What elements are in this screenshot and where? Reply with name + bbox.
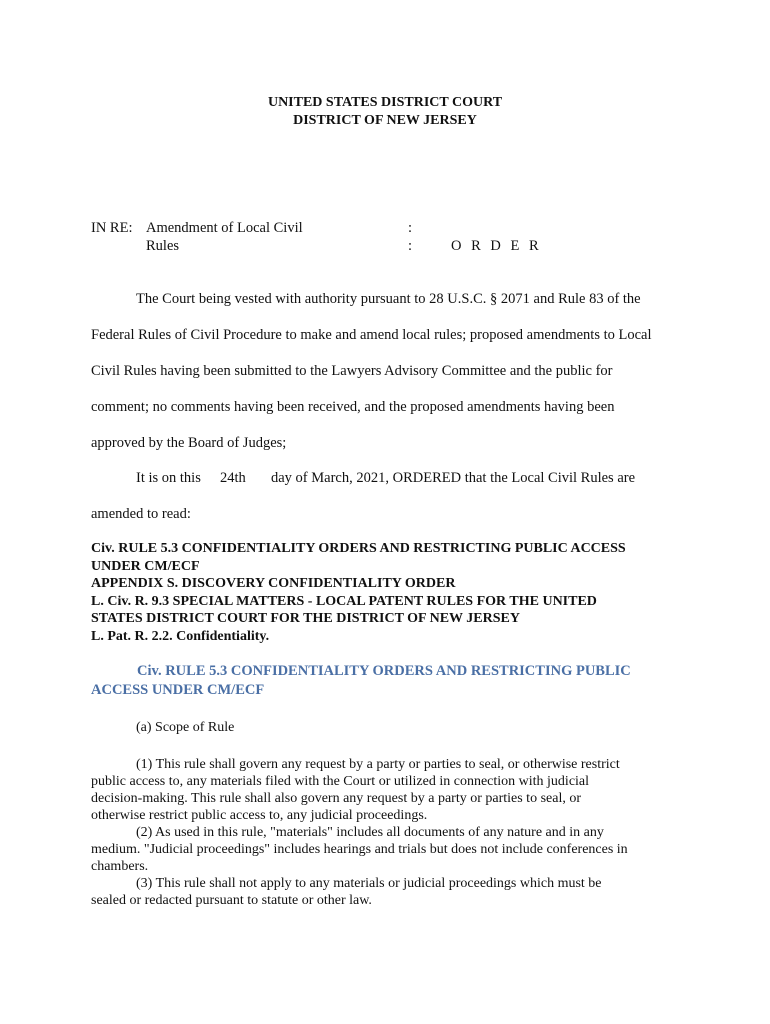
ordered-post: day of March, 2021, ORDERED that the Local Civil Rules are <box>271 470 636 486</box>
recital-line-3: Civil Rules having been submitted to the Lawyers Advisory Committee and the public for <box>91 363 613 379</box>
ordered-day: 24th <box>220 470 246 486</box>
caption-in-re: IN RE: <box>91 220 133 236</box>
caption-colon-1: : <box>408 220 413 236</box>
rule-text-line-3: decision-making. This rule shall also govern any request by a party or parties to seal, or <box>91 791 581 806</box>
case-caption <box>91 219 691 259</box>
ordered-pre: It is on this <box>136 470 201 486</box>
amended-rule-line-4: L. Civ. R. 9.3 SPECIAL MATTERS - LOCAL PATENT RULES FOR THE UNITED <box>91 593 597 609</box>
amended-rule-line-1: Civ. RULE 5.3 CONFIDENTIALITY ORDERS AND RESTRICTING PUBLIC ACCESS <box>91 541 626 556</box>
scope-of-rule-label: (a) Scope of Rule <box>136 720 235 735</box>
amended-rules-list <box>91 540 691 645</box>
rule-text-line-9: sealed or redacted pursuant to statute or other law. <box>91 893 372 908</box>
caption-matter-line-2: Rules <box>146 238 180 254</box>
rule-text-line-4: otherwise restrict public access to, any judicial proceedings. <box>91 808 428 823</box>
order-title: O R D E R <box>451 238 542 254</box>
ordered-line-2: amended to read: <box>91 506 191 522</box>
recital-line-4: comment; no comments having been received, and the proposed amendments having been <box>91 399 615 415</box>
section-heading <box>91 662 691 700</box>
amended-rule-line-3: APPENDIX S. DISCOVERY CONFIDENTIALITY ORDER <box>91 576 456 591</box>
rule-text-line-1: (1) This rule shall govern any request by a party or parties to seal, or otherwise restrict <box>136 757 620 772</box>
amended-rule-line-5: STATES DISTRICT COURT FOR THE DISTRICT OF NEW JERSEY <box>91 611 520 626</box>
amended-rule-line-6: L. Pat. R. 2.2. Confidentiality. <box>91 628 270 644</box>
rule-text-line-5: (2) As used in this rule, "materials" includes all documents of any nature and in any <box>136 825 604 840</box>
court-header <box>0 94 770 130</box>
rule-text <box>91 756 691 909</box>
rule-text-line-2: public access to, any materials filed with the Court or utilized in connection with judicial <box>91 774 590 789</box>
caption-matter-line-1: Amendment of Local Civil <box>146 220 303 236</box>
rule-text-line-6: medium. "Judicial proceedings" includes hearings and trials but does not include conferences in <box>91 842 628 857</box>
amended-rule-line-2: UNDER CM/ECF <box>91 558 200 574</box>
recital-line-5: approved by the Board of Judges; <box>91 435 287 451</box>
section-heading-line-1: Civ. RULE 5.3 CONFIDENTIALITY ORDERS AND RESTRICTING PUBLIC <box>137 663 631 679</box>
rule-text-line-8: (3) This rule shall not apply to any materials or judicial proceedings which must be <box>136 876 602 891</box>
recital-line-2: Federal Rules of Civil Procedure to make and amend local rules; proposed amendments to Local <box>91 327 652 343</box>
caption-colon-2: : <box>408 238 413 254</box>
court-name: UNITED STATES DISTRICT COURT <box>267 95 503 110</box>
recital-line-1: The Court being vested with authority pursuant to 28 U.S.C. § 2071 and Rule 83 of the <box>136 291 641 307</box>
court-district: DISTRICT OF NEW JERSEY <box>293 113 477 128</box>
section-heading-line-2: ACCESS UNDER CM/ECF <box>91 682 265 698</box>
rule-text-line-7: chambers. <box>91 859 149 874</box>
